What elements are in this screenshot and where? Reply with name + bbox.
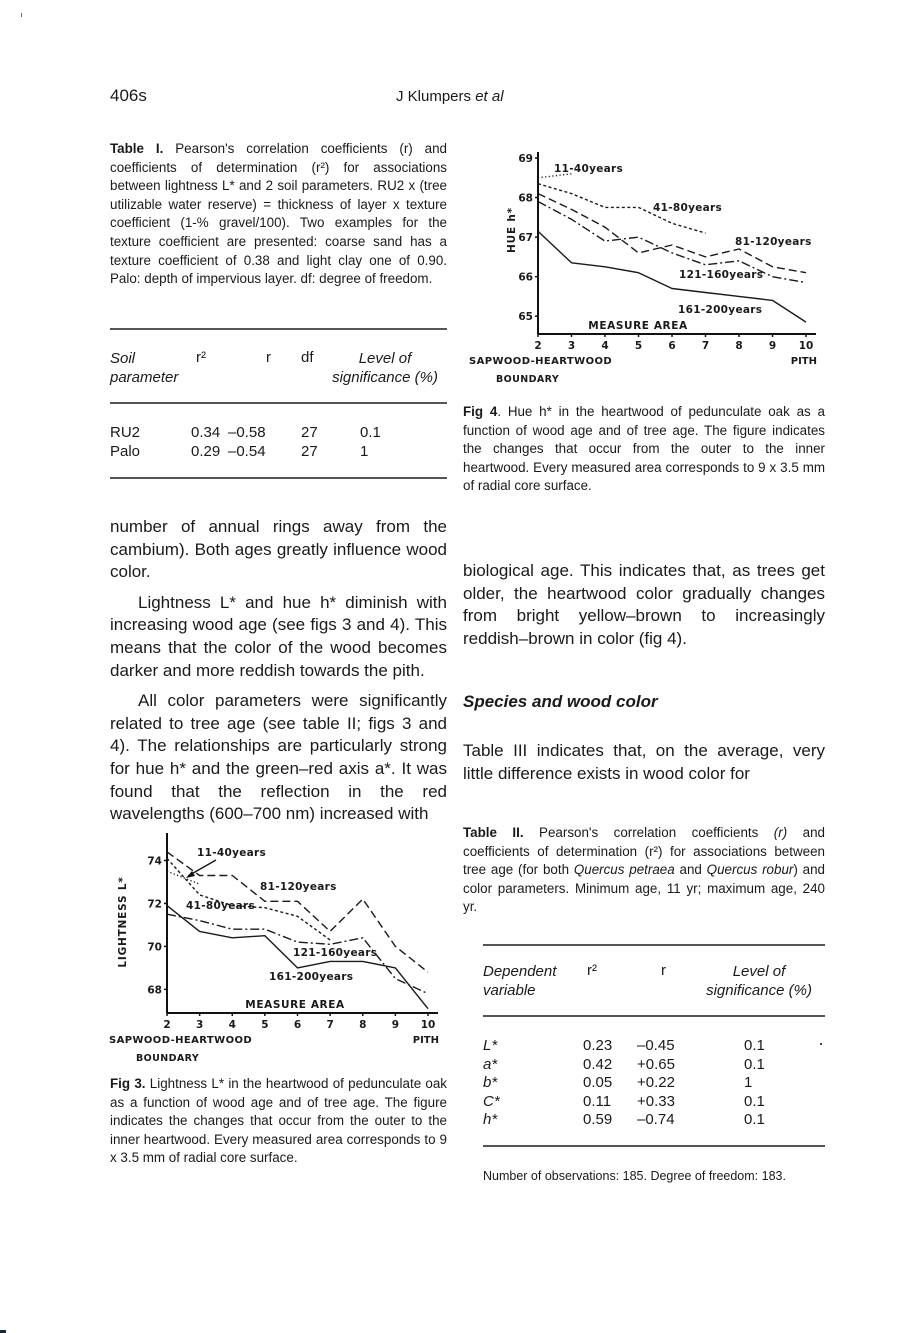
fig4-caption-text: . Hue h* in the heartwood of pedunculate oak as a function of wood age and of tree age. The figure indicates the changes that occur from the outer to the inner heartwood. Every measured area corresponds to 9 x 3.5 mm of radial core surface.: [463, 404, 825, 494]
x-tick-label: 6: [293, 1019, 302, 1031]
header-line: Level of: [732, 963, 786, 980]
table2-cell-var: C*: [483, 1092, 500, 1110]
header-line: Soil: [110, 350, 136, 367]
table2-cell-var: b*: [483, 1074, 498, 1091]
table1-caption: [110, 140, 447, 289]
y-tick-label: 65: [518, 311, 533, 324]
x-start-label: SAPWOOD-HEARTWOOD: [109, 1035, 253, 1046]
series-label: 11-40years: [197, 847, 267, 859]
left-body-text: [110, 516, 447, 826]
table2-cell-sig: 0.1: [744, 1055, 765, 1073]
x-tick-label: 5: [634, 340, 643, 352]
paragraph: Table III indicates that, on the average, very little difference exists in wood color for: [463, 741, 825, 783]
table2-cell-sig: 0.1: [744, 1037, 765, 1054]
series-label: 81-120years: [735, 236, 812, 248]
table2-cell-sig: 0.1: [744, 1111, 765, 1128]
paragraph: Lightness L* and hue h* diminish with increasing wood age (see figs 3 and 4). This means that the color of the wood becomes darker and more reddish towards the pith.: [110, 592, 447, 680]
caption-text: and: [674, 862, 707, 878]
series-label: 161-200years: [678, 304, 763, 316]
table1-header-sig: [326, 349, 444, 387]
x-tick-label: 5: [261, 1019, 269, 1031]
table2-cell-r2: 0.05: [583, 1074, 613, 1091]
y-tick-label: 72: [147, 898, 162, 911]
header-line: Dependent: [483, 963, 557, 980]
table2-mid-rule: [483, 1015, 825, 1017]
table2-cell-var: a*: [483, 1055, 498, 1073]
series-label: 81-120years: [260, 881, 337, 893]
y-tick-label: 74: [147, 855, 162, 868]
series-label: 41-80years: [653, 202, 723, 214]
table2-header-sig: [695, 962, 823, 1000]
table2-cell-r2: 0.23: [583, 1037, 613, 1054]
table2-header-var: [483, 962, 556, 1000]
y-axis-label: LIGHTNESS L*: [117, 876, 129, 968]
x-tick-label: 7: [326, 1019, 334, 1031]
x-tick-label: 9: [391, 1019, 400, 1031]
y-tick-label: 69: [518, 153, 533, 165]
right-body-text: [463, 560, 825, 650]
x-tick-label: 8: [359, 1019, 367, 1031]
fig4-caption-label: Fig 4: [463, 404, 498, 419]
table1-cell-r2: 0.34: [191, 424, 221, 441]
table2-bottom-rule: [483, 1145, 825, 1147]
x-start-label: SAPWOOD-HEARTWOOD: [469, 356, 613, 367]
x-tick-label: 2: [163, 1019, 171, 1031]
caption-text: ) and color parameters. Minimum age, 11 yr; maximum age, 240 yr.: [463, 862, 825, 915]
fig3-caption-label: Fig 3.: [110, 1076, 146, 1091]
species-name: Quercus robur: [706, 862, 794, 878]
table2-top-rule: [483, 944, 825, 946]
table1-bottom-rule: [110, 477, 447, 479]
table2-caption: [463, 824, 825, 917]
series-label: 121-160years: [679, 269, 764, 281]
species-name: Quercus petraea: [573, 862, 675, 878]
paragraph: All color parameters were significantly related to tree age (see table II; figs 3 and 4). The relationships are particularly strong for hue h* and the green–red axis a*. It was found that the reflection in the red wavelengths (600–700 nm) increased with: [110, 691, 447, 824]
x-tick-label: 10: [798, 340, 814, 352]
y-tick-label: 67: [518, 232, 533, 245]
header-line: Level of: [358, 350, 412, 367]
running-head: [396, 88, 504, 105]
x-axis-label: MEASURE AREA: [245, 999, 345, 1011]
table1-caption-label: Table I.: [110, 141, 164, 156]
table2-cell-r2: 0.42: [583, 1055, 613, 1073]
paragraph: number of annual rings away from the cambium). Both ages greatly influence wood color.: [110, 517, 447, 582]
table1-cell-df: 27: [301, 443, 318, 460]
table2-cell-r2: 0.11: [583, 1092, 612, 1110]
header-line: significance (%): [706, 982, 812, 999]
x-tick-label: 6: [668, 340, 676, 352]
table1-cell-r: –0.54: [228, 443, 266, 460]
x-start-label-2: BOUNDARY: [496, 374, 560, 385]
series-label: 161-200years: [269, 971, 354, 983]
header-line: significance (%): [332, 369, 438, 386]
table2-header-r2: r²: [587, 962, 597, 979]
table1-cell-param: Palo: [110, 443, 141, 460]
series-label: 41-80years: [186, 900, 256, 912]
table2-cell-sig: 0.1: [744, 1092, 765, 1110]
table2-footnote: Number of observations: 185. Degree of freedom: 183.: [483, 1169, 786, 1183]
fig3-chart: [100, 830, 460, 1070]
table1-mid-rule: [110, 402, 447, 404]
table1-cell-r2: 0.29: [191, 443, 221, 460]
fig4-caption: [463, 403, 825, 496]
fig3-caption: [110, 1075, 447, 1168]
running-head-etal: et al: [471, 88, 504, 105]
caption-text: and coefficients of determination (r²) for associations between tree age (for both: [463, 825, 825, 878]
y-tick-label: 68: [518, 192, 533, 205]
table2-cell-r: +0.33: [637, 1092, 675, 1110]
series-label: 121-160years: [293, 947, 378, 959]
x-end-label: PITH: [412, 1035, 439, 1046]
table1-header-r2: r²: [196, 349, 206, 366]
x-tick-label: 4: [601, 340, 609, 352]
table2-cell-var: h*: [483, 1111, 498, 1128]
x-axis-label: MEASURE AREA: [588, 320, 688, 332]
table2-caption-label: Table II.: [463, 825, 524, 840]
table2-cell-var: L*: [483, 1037, 498, 1054]
x-start-label-2: BOUNDARY: [136, 1053, 200, 1064]
scan-mark: [820, 1043, 822, 1045]
table2-cell-r: +0.65: [637, 1055, 675, 1073]
y-tick-label: 68: [147, 984, 162, 997]
x-end-label: PITH: [790, 356, 817, 367]
series-line-11-40years: [167, 871, 200, 884]
table1-header-df: df: [301, 349, 314, 366]
scan-mark: [21, 13, 22, 17]
caption-italic: (r): [773, 825, 788, 840]
header-line: variable: [483, 982, 536, 999]
paragraph: biological age. This indicates that, as trees get older, the heartwood color gradually changes from bright yellow–brown to increasingly reddish–brown in color (fig 4).: [463, 561, 825, 648]
x-tick-label: 8: [735, 340, 743, 352]
x-tick-label: 10: [420, 1019, 436, 1031]
x-tick-label: 7: [701, 340, 710, 352]
y-axis-label: HUE h*: [506, 207, 518, 253]
table2-cell-r2: 0.59: [583, 1111, 613, 1128]
table1-header-param: [110, 349, 178, 387]
table1-cell-param: RU2: [110, 424, 141, 441]
header-line: parameter: [110, 369, 179, 386]
x-tick-label: 3: [567, 340, 576, 352]
table2-header-r: r: [661, 962, 666, 979]
page-number: 406s: [110, 86, 147, 105]
table2-cell-r: –0.45: [637, 1037, 675, 1054]
right-body-text-2: [463, 740, 825, 785]
running-head-author: J Klumpers: [396, 88, 472, 105]
table1-cell-df: 27: [301, 424, 318, 441]
table1-cell-r: –0.58: [228, 424, 266, 441]
y-tick-label: 66: [518, 271, 533, 284]
x-tick-label: 2: [534, 340, 542, 352]
caption-text: Pearson's correlation coefficients: [523, 825, 774, 840]
table1-top-rule: [110, 328, 447, 330]
x-tick-label: 9: [768, 340, 777, 352]
x-tick-label: 4: [228, 1019, 236, 1031]
table1-cell-sig: 1: [360, 443, 369, 460]
table1-header-r: r: [266, 349, 271, 366]
table1-caption-text: Pearson's correlation coefficients (r) and coefficients of determination (r²) for associations between lightness L* and 2 soil parameters. RU2 x (tree utilizable water reserve) = thickness of layer x texture coefficient (1-% gravel/100). Two examples for the texture coefficient are presented: coarse sand has a texture coefficient of 0.38 and light clay one of 0.90. Palo: depth of impervious layer. df: degree of freedom.: [110, 141, 448, 287]
table2-cell-r: –0.74: [637, 1111, 675, 1128]
table2-cell-sig: 1: [744, 1074, 753, 1091]
x-tick-label: 3: [195, 1019, 204, 1031]
table1-cell-sig: 0.1: [360, 424, 381, 441]
fig4-chart: [460, 140, 840, 390]
y-tick-label: 70: [147, 941, 162, 954]
series-label: 11-40years: [554, 163, 624, 175]
table2-cell-r: +0.22: [637, 1074, 675, 1091]
fig3-caption-text: Lightness L* in the heartwood of pedunculate oak as a function of wood age and of tree age. The figure indicates the changes that occur from the outer to the inner heartwood. Every measured area corresponds to 9 x 3.5 mm of radial core surface.: [110, 1076, 448, 1166]
section-heading: Species and wood color: [463, 692, 658, 711]
